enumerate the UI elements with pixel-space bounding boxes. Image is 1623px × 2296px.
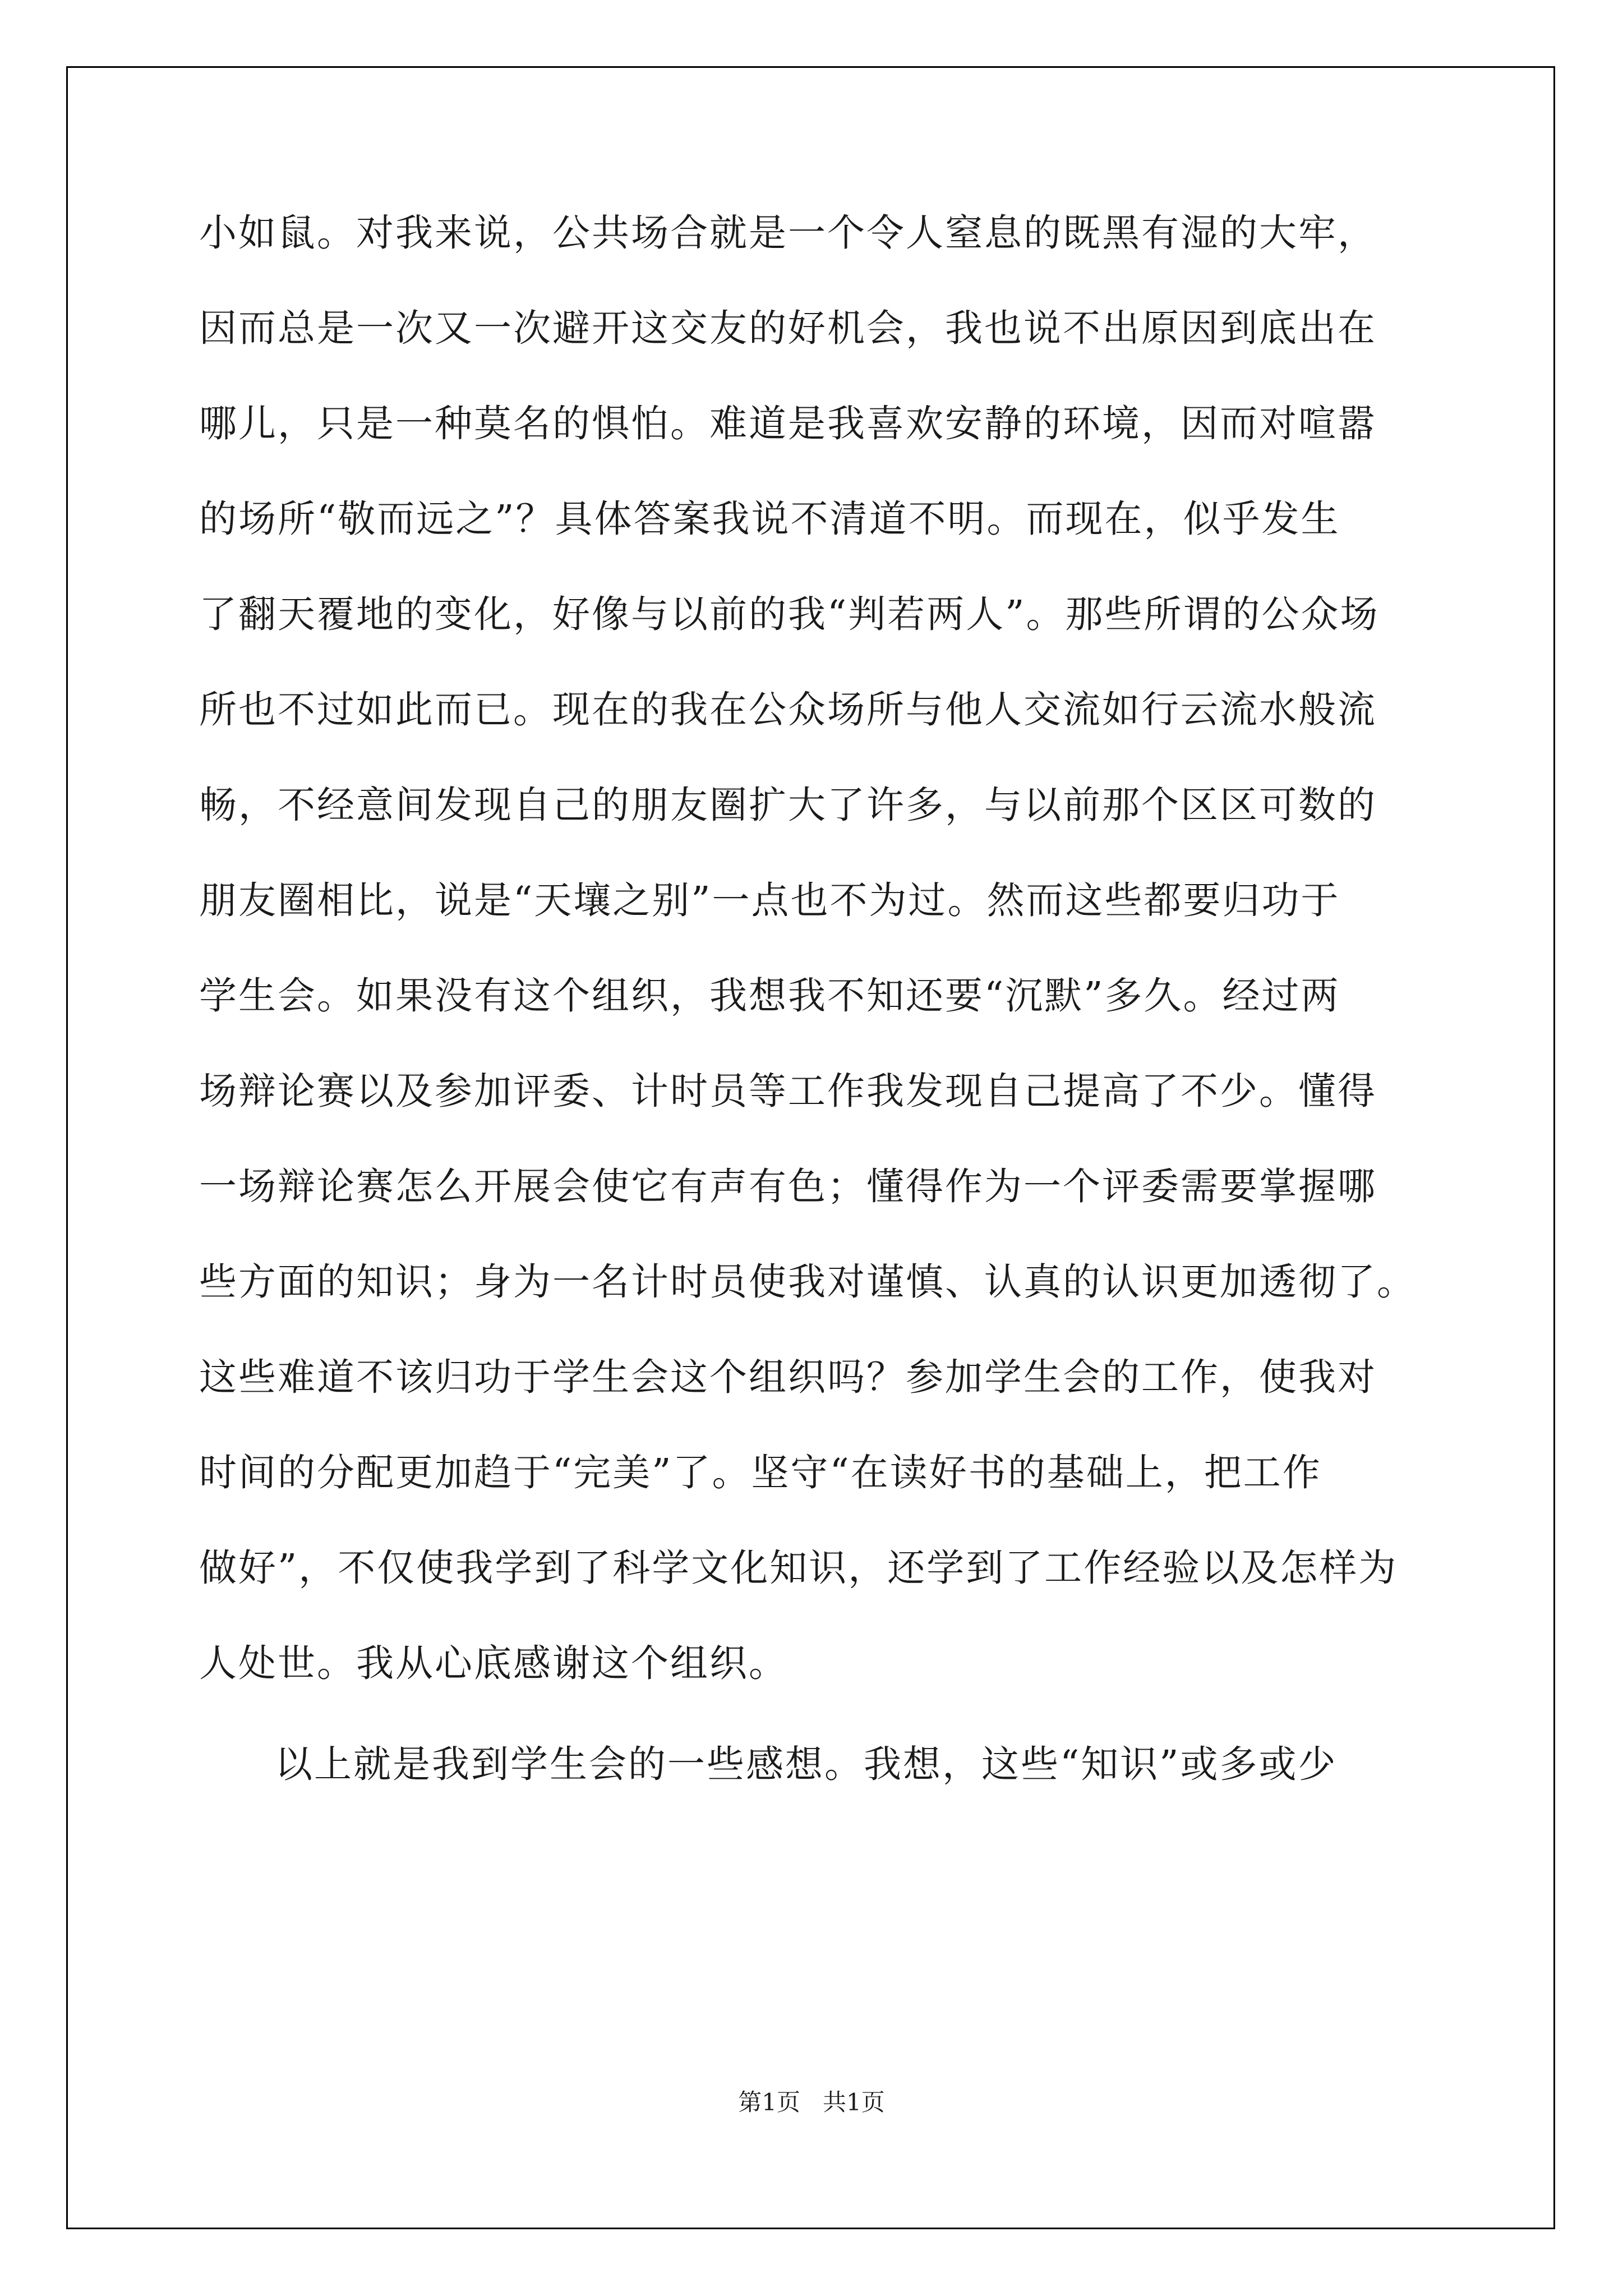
text-line: 一场辩论赛怎么开展会使它有声有色；懂得作为一个评委需要掌握哪 (199, 1165, 1377, 1208)
text-line: 场辩论赛以及参加评委、计时员等工作我发现自己提高了不少。懂得 (199, 1069, 1377, 1113)
text-line: 时间的分配更加趋于“完美”了。坚守“在读好书的基础上，把工作 (199, 1451, 1322, 1494)
text-line: 朋友圈相比，说是“天壤之别”一点也不为过。然而这些都要归功于 (199, 878, 1340, 922)
text-line: 些方面的知识；身为一名计时员使我对谨慎、认真的认识更加透彻了。 (199, 1260, 1416, 1304)
text-line: 哪儿，只是一种莫名的惧怕。难道是我喜欢安静的环境，因而对喧嚣 (199, 402, 1377, 445)
text-line: 因而总是一次又一次避开这交友的好机会，我也说不出原因到底出在 (199, 306, 1377, 350)
text-line: 了翻天覆地的变化，好像与以前的我“判若两人”。那些所谓的公众场 (199, 592, 1380, 636)
text-line: 小如鼠。对我来说，公共场合就是一个令人窒息的既黑有湿的大牢， (199, 211, 1377, 255)
paragraph-first-line: 以上就是我到学生会的一些感想。我想，这些“知识”或多或少 (275, 1742, 1338, 1786)
text-line: 这些难道不该归功于学生会这个组织吗？参加学生会的工作，使我对 (199, 1355, 1377, 1399)
text-line: 的场所“敬而远之”？具体答案我说不清道不明。而现在，似乎发生 (199, 497, 1340, 541)
text-line: 做好”，不仅使我学到了科学文化知识，还学到了工作经验以及怎样为 (199, 1546, 1398, 1590)
text-line: 畅，不经意间发现自己的朋友圈扩大了许多，与以前那个区区可数的 (199, 783, 1377, 827)
page-footer: 第1页 共1页 (738, 2088, 885, 2116)
text-line: 学生会。如果没有这个组织，我想我不知还要“沉默”多久。经过两 (199, 974, 1340, 1018)
text-line: 人处世。我从心底感谢这个组织。 (199, 1641, 788, 1685)
text-line: 所也不过如此而已。现在的我在公众场所与他人交流如行云流水般流 (199, 688, 1377, 731)
